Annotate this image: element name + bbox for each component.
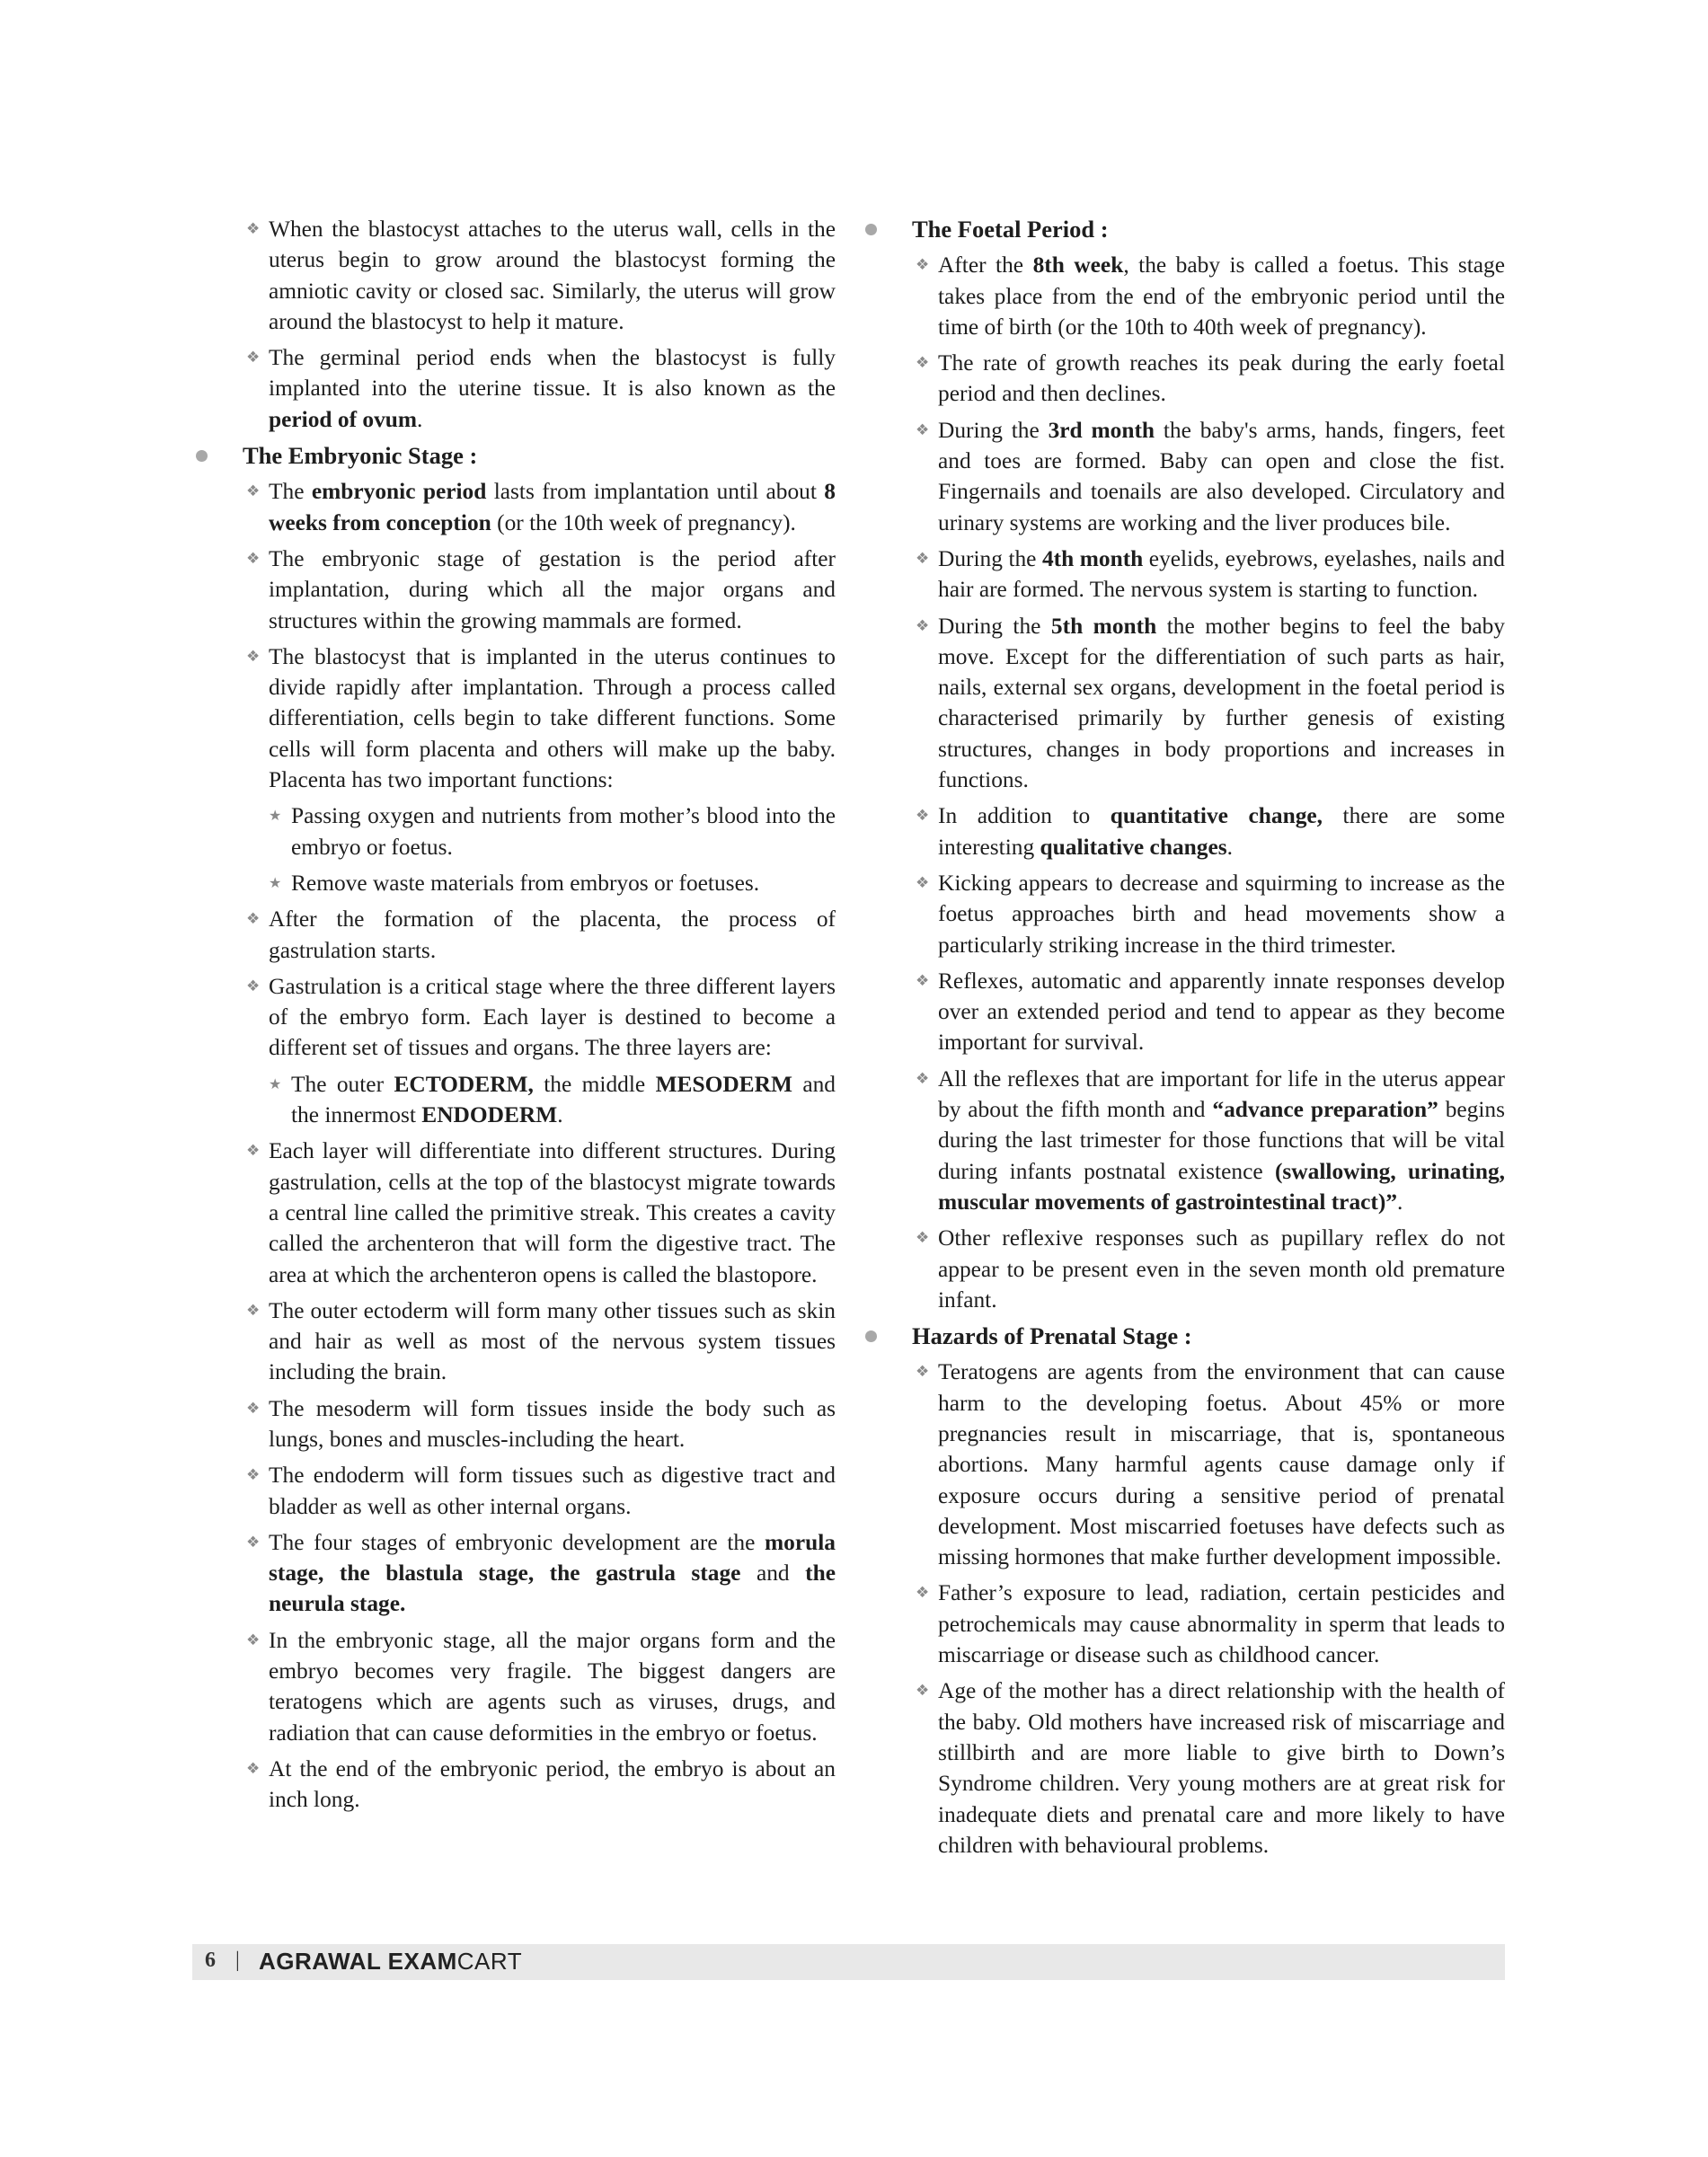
bold-text: qualitative changes [1040, 834, 1227, 860]
text-run: During the [938, 613, 1051, 639]
text-run: The outer [291, 1071, 394, 1097]
item-text [938, 252, 1505, 340]
text-run: the middle [533, 1071, 656, 1097]
item-text [938, 614, 1505, 792]
text-run: Reflexes, automatic and apparently innate responses develop over an extended period and tend to appear as they become important for survival. [938, 968, 1505, 1056]
section [192, 440, 836, 1815]
diamond-bullet-icon: ❖ [246, 549, 261, 568]
bold-text: 8 weeks from conception [269, 479, 836, 535]
diamond-bullet-icon: ❖ [916, 1682, 930, 1701]
text-run: (or the 10th week of pregnancy). [491, 509, 796, 535]
list-item [862, 1357, 1505, 1572]
star-bullet-icon: ★ [269, 873, 282, 891]
list-item [862, 348, 1505, 410]
item-text [269, 546, 836, 633]
bold-text: 4th month [1041, 545, 1144, 571]
diamond-bullet-icon: ❖ [916, 1229, 930, 1248]
text-run: The germinal period ends when the blastocyst is fully implanted into the uterine tissue. It is also known as the [269, 345, 836, 402]
text-run: Each layer will differentiate into different structures. During gastrulation, cells at the top of the blastocyst migrate towards a central line called the primitive streak. This creates a cavity called the archenteron that will form the digestive tract. The area at which the archenteron opens is called the blastopore. [269, 1138, 836, 1287]
list-item [862, 1223, 1505, 1315]
diamond-bullet-icon: ❖ [916, 873, 930, 892]
text-run: During the [938, 417, 1049, 443]
bold-text: the neurula stage. [269, 1560, 836, 1617]
bold-text: “advance preparation” [1212, 1097, 1438, 1123]
section-list [192, 476, 836, 1815]
list-item [192, 1527, 836, 1620]
item-text [269, 644, 836, 792]
diamond-bullet-icon: ❖ [246, 647, 261, 666]
item-text [269, 1628, 836, 1746]
diamond-bullet-icon: ❖ [916, 807, 930, 826]
item-text [938, 1678, 1505, 1857]
bold-text: embryonic period [311, 479, 487, 505]
list-item [862, 1578, 1505, 1670]
section [862, 214, 1505, 1315]
page-number: 6 [205, 1949, 216, 1972]
item-text [269, 974, 836, 1061]
item-text [269, 1138, 836, 1286]
list-item [862, 800, 1505, 862]
item-text [938, 350, 1505, 406]
bold-text: (swallowing, urinating, muscular movements of gastrointestinal tract)” [938, 1158, 1505, 1215]
diamond-bullet-icon: ❖ [246, 1399, 261, 1418]
diamond-bullet-icon: ❖ [246, 910, 261, 929]
text-run: begins during the last trimester for those functions that will be vital during infants postnatal existence [938, 1097, 1505, 1184]
diamond-bullet-icon: ❖ [246, 1533, 261, 1551]
text-run: The [269, 479, 312, 505]
list-item [862, 544, 1505, 606]
bold-text: 5th month [1050, 613, 1157, 639]
diamond-bullet-icon: ❖ [246, 482, 261, 501]
section [862, 1321, 1505, 1861]
text-run: lasts from implantation until about [486, 479, 825, 505]
diamond-bullet-icon: ❖ [246, 977, 261, 995]
diamond-bullet-icon: ❖ [246, 220, 261, 238]
text-run: Passing oxygen and nutrients from mother’s blood into the embryo or foetus. [291, 803, 836, 860]
list-item [862, 868, 1505, 960]
text-run: During the [938, 545, 1042, 571]
brand-logo [259, 1948, 522, 1976]
text-run: In the embryonic stage, all the major organs form and the embryo becomes very fragile. The biggest dangers are teratogens which are agents such as viruses, drugs, and radiation that can cause deformities in the embryo or foetus. [269, 1627, 836, 1746]
section-heading [862, 214, 1505, 244]
bold-text: morula stage, the blastula stage, the gastrula stage [269, 1529, 836, 1587]
item-text [938, 1359, 1505, 1569]
bold-text: MESODERM [655, 1071, 792, 1097]
item-text [269, 1298, 836, 1385]
section-heading-text: The Foetal Period : [912, 216, 1109, 243]
text-run: The rate of growth reaches its peak during the early foetal period and then declines. [938, 350, 1505, 407]
text-run: , the baby is called a foetus. This stage takes place from the end of the embryonic period until the time of birth (or the 10th to 40th week of pregnancy). [938, 252, 1505, 340]
text-run: and the innermost [291, 1071, 836, 1128]
list-item [862, 1064, 1505, 1217]
text-run: The endoderm will form tissues such as digestive tract and bladder as well as other internal organs. [269, 1463, 836, 1519]
text-run: After the formation of the placenta, the process of gastrulation starts. [269, 906, 836, 963]
text-run: The outer ectoderm will form many other tissues such as skin and hair as well as most of the nervous system tissues including the brain. [269, 1297, 836, 1385]
diamond-bullet-icon: ❖ [916, 1363, 930, 1382]
list-item [192, 1136, 836, 1289]
text-run: Father’s exposure to lead, radiation, certain pesticides and petrochemicals may cause abnormality in sperm that leads to miscarriage or disease such as childhood cancer. [938, 1580, 1505, 1668]
bold-text: period of ovum [269, 406, 418, 432]
text-run: When the blastocyst attaches to the uterus wall, cells in the uterus begin to grow around the blastocyst forming the amniotic cavity or closed sac. Similarly, the uterus will grow around the blastocyst to help it mature. [269, 217, 836, 334]
bold-text: ECTODERM, [394, 1071, 534, 1097]
sub-item-text [291, 871, 759, 896]
sub-item-text [291, 803, 836, 859]
brand-bold: AGRAWAL EXAM [259, 1948, 457, 1975]
section-heading-text: The Embryonic Stage : [243, 442, 478, 470]
list-item [192, 1754, 836, 1816]
item-text [938, 418, 1505, 535]
brand-light: CART [456, 1948, 523, 1975]
diamond-bullet-icon: ❖ [916, 549, 930, 568]
text-run: Age of the mother has a direct relationship with the health of the baby. Old mothers have increased risk of miscarriage and stillbirth and are more liable to give birth to Down’s Syndrome children. Very young mothers are at great risk for inadequate diets and prenatal care and more likely to have children with behavioural problems. [938, 1678, 1505, 1858]
sub-list-item [192, 1069, 836, 1131]
diamond-bullet-icon: ❖ [246, 349, 261, 367]
bold-text: ENDODERM [421, 1102, 558, 1128]
list-item [192, 544, 836, 636]
list-item [192, 971, 836, 1130]
list-item [192, 641, 836, 898]
list-item [862, 1675, 1505, 1861]
sub-list [269, 800, 836, 898]
diamond-bullet-icon: ❖ [916, 256, 930, 275]
text-run: Remove waste materials from embryos or foetuses. [291, 870, 760, 896]
text-run: . [417, 406, 423, 432]
item-text [269, 906, 836, 962]
lead-list [192, 214, 836, 435]
text-run: The four stages of embryonic development are the [269, 1529, 765, 1555]
list-item [192, 214, 836, 337]
item-text [269, 1530, 836, 1617]
item-text [269, 1396, 836, 1452]
diamond-bullet-icon: ❖ [916, 1069, 930, 1088]
list-item [192, 1295, 836, 1388]
item-text [269, 1463, 836, 1518]
text-run: The embryonic stage of gestation is the period after implantation, during which all the major organs and structures within the growing mammals are formed. [269, 545, 836, 633]
text-run: the mother begins to feel the baby move. Except for the differentiation of such parts as hair, nails, external sex organs, development in the foetal period is characterised primarily by further genesis of existing structures, changes in body proportions and increases in functions. [938, 613, 1505, 793]
diamond-bullet-icon: ❖ [916, 354, 930, 373]
text-run: At the end of the embryonic period, the embryo is about an inch long. [269, 1755, 836, 1813]
round-bullet-icon [865, 1330, 877, 1342]
item-text [269, 345, 836, 432]
section-heading [862, 1321, 1505, 1351]
text-run: All the reflexes that are important for life in the uterus appear by about the fifth month and [938, 1065, 1505, 1123]
list-item [862, 250, 1505, 342]
text-run: Kicking appears to decrease and squirming to increase as the foetus approaches birth and head movements show a particularly striking increase in the third trimester. [938, 870, 1505, 958]
text-run: The mesoderm will form tissues inside the body such as lungs, bones and muscles-including the heart. [269, 1395, 836, 1452]
list-item [192, 476, 836, 538]
diamond-bullet-icon: ❖ [246, 1466, 261, 1485]
list-item [192, 1393, 836, 1455]
sub-list [269, 1069, 836, 1131]
section-heading-text: Hazards of Prenatal Stage : [912, 1322, 1192, 1350]
text-run: . [1226, 834, 1233, 860]
round-bullet-icon [196, 450, 208, 462]
list-item [862, 611, 1505, 796]
list-item [192, 1460, 836, 1522]
item-text [269, 479, 836, 535]
sub-list-item [192, 800, 836, 862]
item-text [938, 968, 1505, 1056]
round-bullet-icon [865, 224, 877, 235]
diamond-bullet-icon: ❖ [916, 420, 930, 439]
text-run: Other reflexive responses such as pupillary reflex do not appear to be present even in the seven month old premature infant. [938, 1225, 1505, 1313]
left-column [192, 214, 836, 1821]
item-text [938, 546, 1505, 602]
section-list [862, 250, 1505, 1315]
item-text [269, 1756, 836, 1812]
sub-list-item [192, 868, 836, 898]
diamond-bullet-icon: ❖ [246, 1759, 261, 1778]
list-item [862, 966, 1505, 1058]
diamond-bullet-icon: ❖ [246, 1301, 261, 1320]
star-bullet-icon: ★ [269, 1074, 282, 1092]
list-item [192, 1625, 836, 1748]
diamond-bullet-icon: ❖ [246, 1142, 261, 1161]
item-text [269, 217, 836, 334]
right-column [862, 214, 1505, 1866]
item-text [938, 871, 1505, 958]
section-heading [192, 440, 836, 471]
list-item [192, 342, 836, 435]
diamond-bullet-icon: ❖ [916, 616, 930, 635]
list-item [192, 904, 836, 966]
item-text [938, 1225, 1505, 1313]
sub-item-text [291, 1072, 836, 1127]
diamond-bullet-icon: ❖ [916, 971, 930, 990]
diamond-bullet-icon: ❖ [246, 1631, 261, 1649]
diamond-bullet-icon: ❖ [916, 1584, 930, 1603]
item-text [938, 803, 1505, 859]
text-run: Teratogens are agents from the environment that can cause harm to the developing foetus. About 45% or more pregnancies result in miscarriage, that is, spontaneous abortions. Many harmful agents cause damage only if exposure occurs during a sensitive period of prenatal development. Most miscarried foetuses have defects such as missing hormones that make further development impossible. [938, 1359, 1505, 1570]
text-run: . [557, 1102, 563, 1128]
bold-text: 3rd month [1048, 417, 1155, 443]
section-list [862, 1357, 1505, 1861]
footer-separator: | [235, 1949, 240, 1972]
text-run: The blastocyst that is implanted in the uterus continues to divide rapidly after implantation. Through a process called differentiation, cells begin to take different functions. Some cells will form placenta and others will make up the baby. Placenta has two important functions: [269, 643, 836, 793]
right-sections [862, 214, 1505, 1861]
text-run: there are some interesting [938, 803, 1505, 860]
item-text [938, 1580, 1505, 1667]
bold-text: quantitative change, [1110, 803, 1323, 829]
text-run: Gastrulation is a critical stage where the three different layers of the embryo form. Each layer is destined to become a different set of tissues and organs. The three layers are: [269, 973, 836, 1061]
star-bullet-icon: ★ [269, 807, 282, 825]
bold-text: 8th week [1032, 252, 1124, 278]
text-run: eyelids, eyebrows, eyelashes, nails and hair are formed. The nervous system is starting to function. [938, 545, 1505, 603]
list-item [862, 415, 1505, 538]
text-run: After the [938, 252, 1033, 278]
text-run: . [1397, 1189, 1403, 1215]
left-sections [192, 440, 836, 1815]
text-run: the baby's arms, hands, fingers, feet and toes are formed. Baby can open and close the fist. Fingernails and toenails are also developed. Circulatory and urinary systems are working and the liver produces bile. [938, 417, 1505, 535]
text-run: and [740, 1560, 806, 1587]
item-text [938, 1066, 1505, 1215]
text-run: In addition to [938, 803, 1111, 829]
